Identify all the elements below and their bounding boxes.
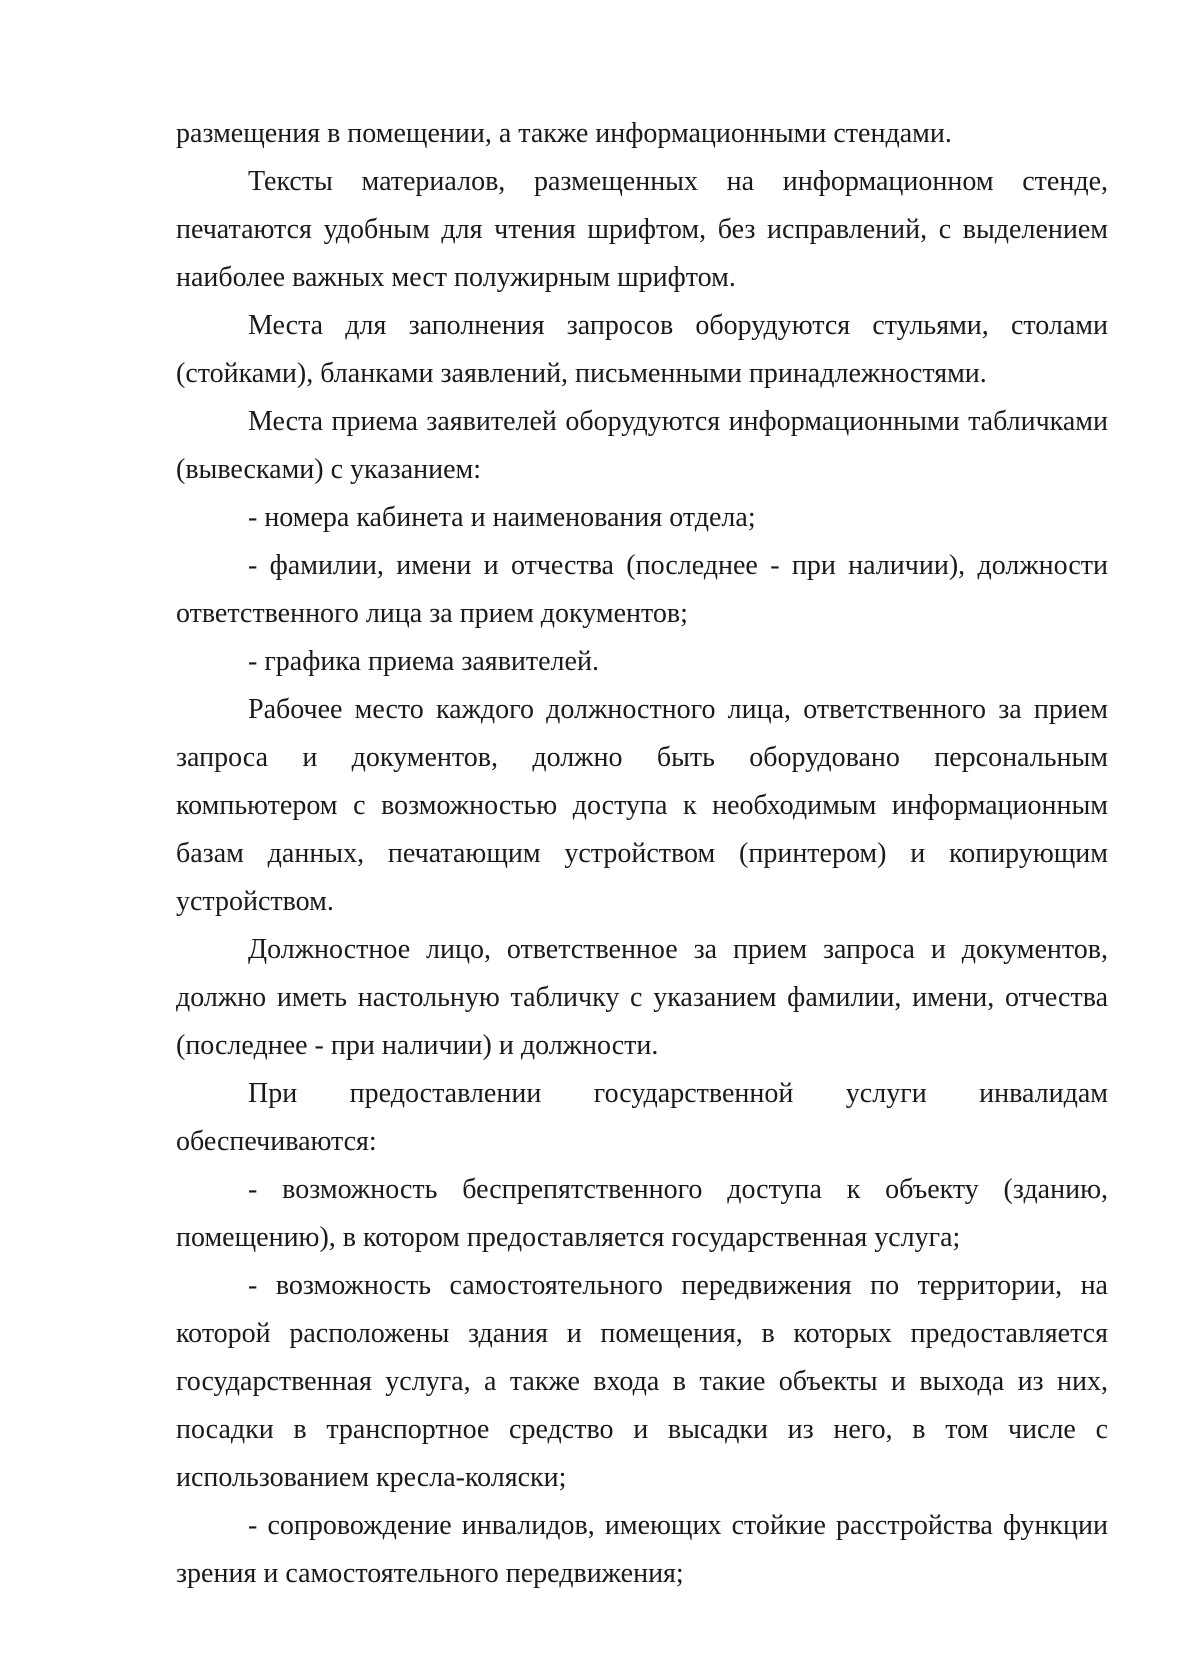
paragraph-workplace: Рабочее место каждого должностного лица, ответственного за прием запроса и документов, должно быть оборудовано персональным компьютером с возможностью доступа к необходимым информационным базам данных, печатающим устройством (принтером) и копирующим устройством. [176, 694, 1108, 917]
list-item-access: - возможность беспрепятственного доступа к объекту (зданию, помещению), в котором предоставляется государственная услуга; [176, 1174, 1108, 1253]
list-item-responsible-person: - фамилии, имени и отчества (последнее - при наличии), должности ответственного лица за прием документов; [176, 550, 1108, 629]
list-item-movement: - возможность самостоятельного передвижения по территории, на которой расположены здания и помещения, в которых предоставляется государственная услуга, а также входа в такие объекты и выхода из них, посадки в транспортное средство и высадки из него, в том числе с использованием кресла-коляски; [176, 1270, 1108, 1493]
list-item-schedule: - графика приема заявителей. [248, 646, 599, 677]
list-item-escort: - сопровождение инвалидов, имеющих стойкие расстройства функции зрения и самостоятельного передвижения; [176, 1510, 1108, 1589]
paragraph-stand-texts: Тексты материалов, размещенных на информационном стенде, печатаются удобным для чтения шрифтом, без исправлений, с выделением наиболее важных мест полужирным шрифтом. [176, 166, 1108, 293]
paragraph-nameplate: Должностное лицо, ответственное за прием запроса и документов, должно иметь настольную табличку с указанием фамилии, имени, отчества (последнее - при наличии) и должности. [176, 934, 1108, 1061]
paragraph-continuation: размещения в помещении, а также информационными стендами. [176, 118, 952, 149]
list-item-office-number: - номера кабинета и наименования отдела; [248, 502, 756, 533]
document-body [176, 110, 1108, 1598]
paragraph-reception-places: Места приема заявителей оборудуются информационными табличками (вывесками) с указанием: [176, 406, 1108, 485]
paragraph-request-places: Места для заполнения запросов оборудуются стульями, столами (стойками), бланками заявлений, письменными принадлежностями. [176, 310, 1108, 389]
paragraph-disabled-provision: При предоставлении государственной услуги инвалидам обеспечиваются: [176, 1078, 1108, 1157]
